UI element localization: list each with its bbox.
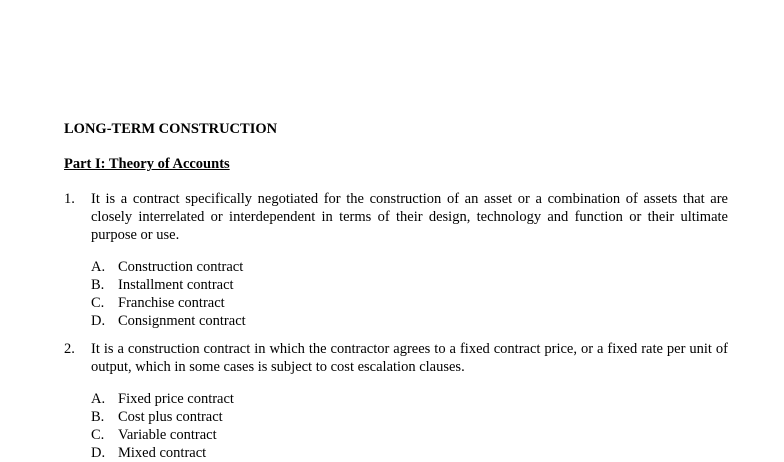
question-2-stem — [64, 340, 728, 376]
option-c — [91, 294, 728, 312]
option-b — [91, 276, 728, 294]
question-2 — [64, 340, 728, 462]
option-d — [91, 312, 728, 330]
option-letter: D. — [91, 313, 106, 329]
question-1-options — [91, 258, 728, 330]
option-letter: C. — [91, 427, 105, 443]
question-2-options — [91, 390, 728, 462]
option-text: Installment contract — [118, 277, 234, 293]
option-letter: B. — [91, 409, 105, 425]
option-letter: B. — [91, 277, 105, 293]
option-text: Variable contract — [118, 427, 217, 443]
question-1 — [64, 190, 728, 330]
question-number: 1. — [64, 191, 75, 207]
option-text: Construction contract — [118, 259, 244, 275]
question-number: 2. — [64, 341, 75, 357]
option-a — [91, 390, 728, 408]
option-letter: A. — [91, 259, 106, 275]
document-title: LONG-TERM CONSTRUCTION — [64, 121, 278, 137]
question-text: It is a construction contract in which the contractor agrees to a fixed contract price, or a fixed rate per unit of output, which in some cases is subject to cost escalation clauses. — [91, 341, 728, 375]
option-text: Consignment contract — [118, 313, 246, 329]
part-heading: Part I: Theory of Accounts — [64, 156, 230, 172]
option-text: Mixed contract — [118, 445, 207, 461]
option-text: Franchise contract — [118, 295, 225, 311]
option-text: Cost plus contract — [118, 409, 223, 425]
question-1-stem — [64, 190, 728, 244]
option-letter: A. — [91, 391, 106, 407]
question-text: It is a contract specifically negotiated for the construction of an asset or a combination of assets that are closely interrelated or interdependent in terms of their design, technology and function or their ultimate purpose or use. — [91, 191, 728, 243]
option-c — [91, 426, 728, 444]
option-letter: C. — [91, 295, 105, 311]
option-b — [91, 408, 728, 426]
option-a — [91, 258, 728, 276]
option-letter: D. — [91, 445, 106, 461]
option-d — [91, 444, 728, 462]
option-text: Fixed price contract — [118, 391, 234, 407]
